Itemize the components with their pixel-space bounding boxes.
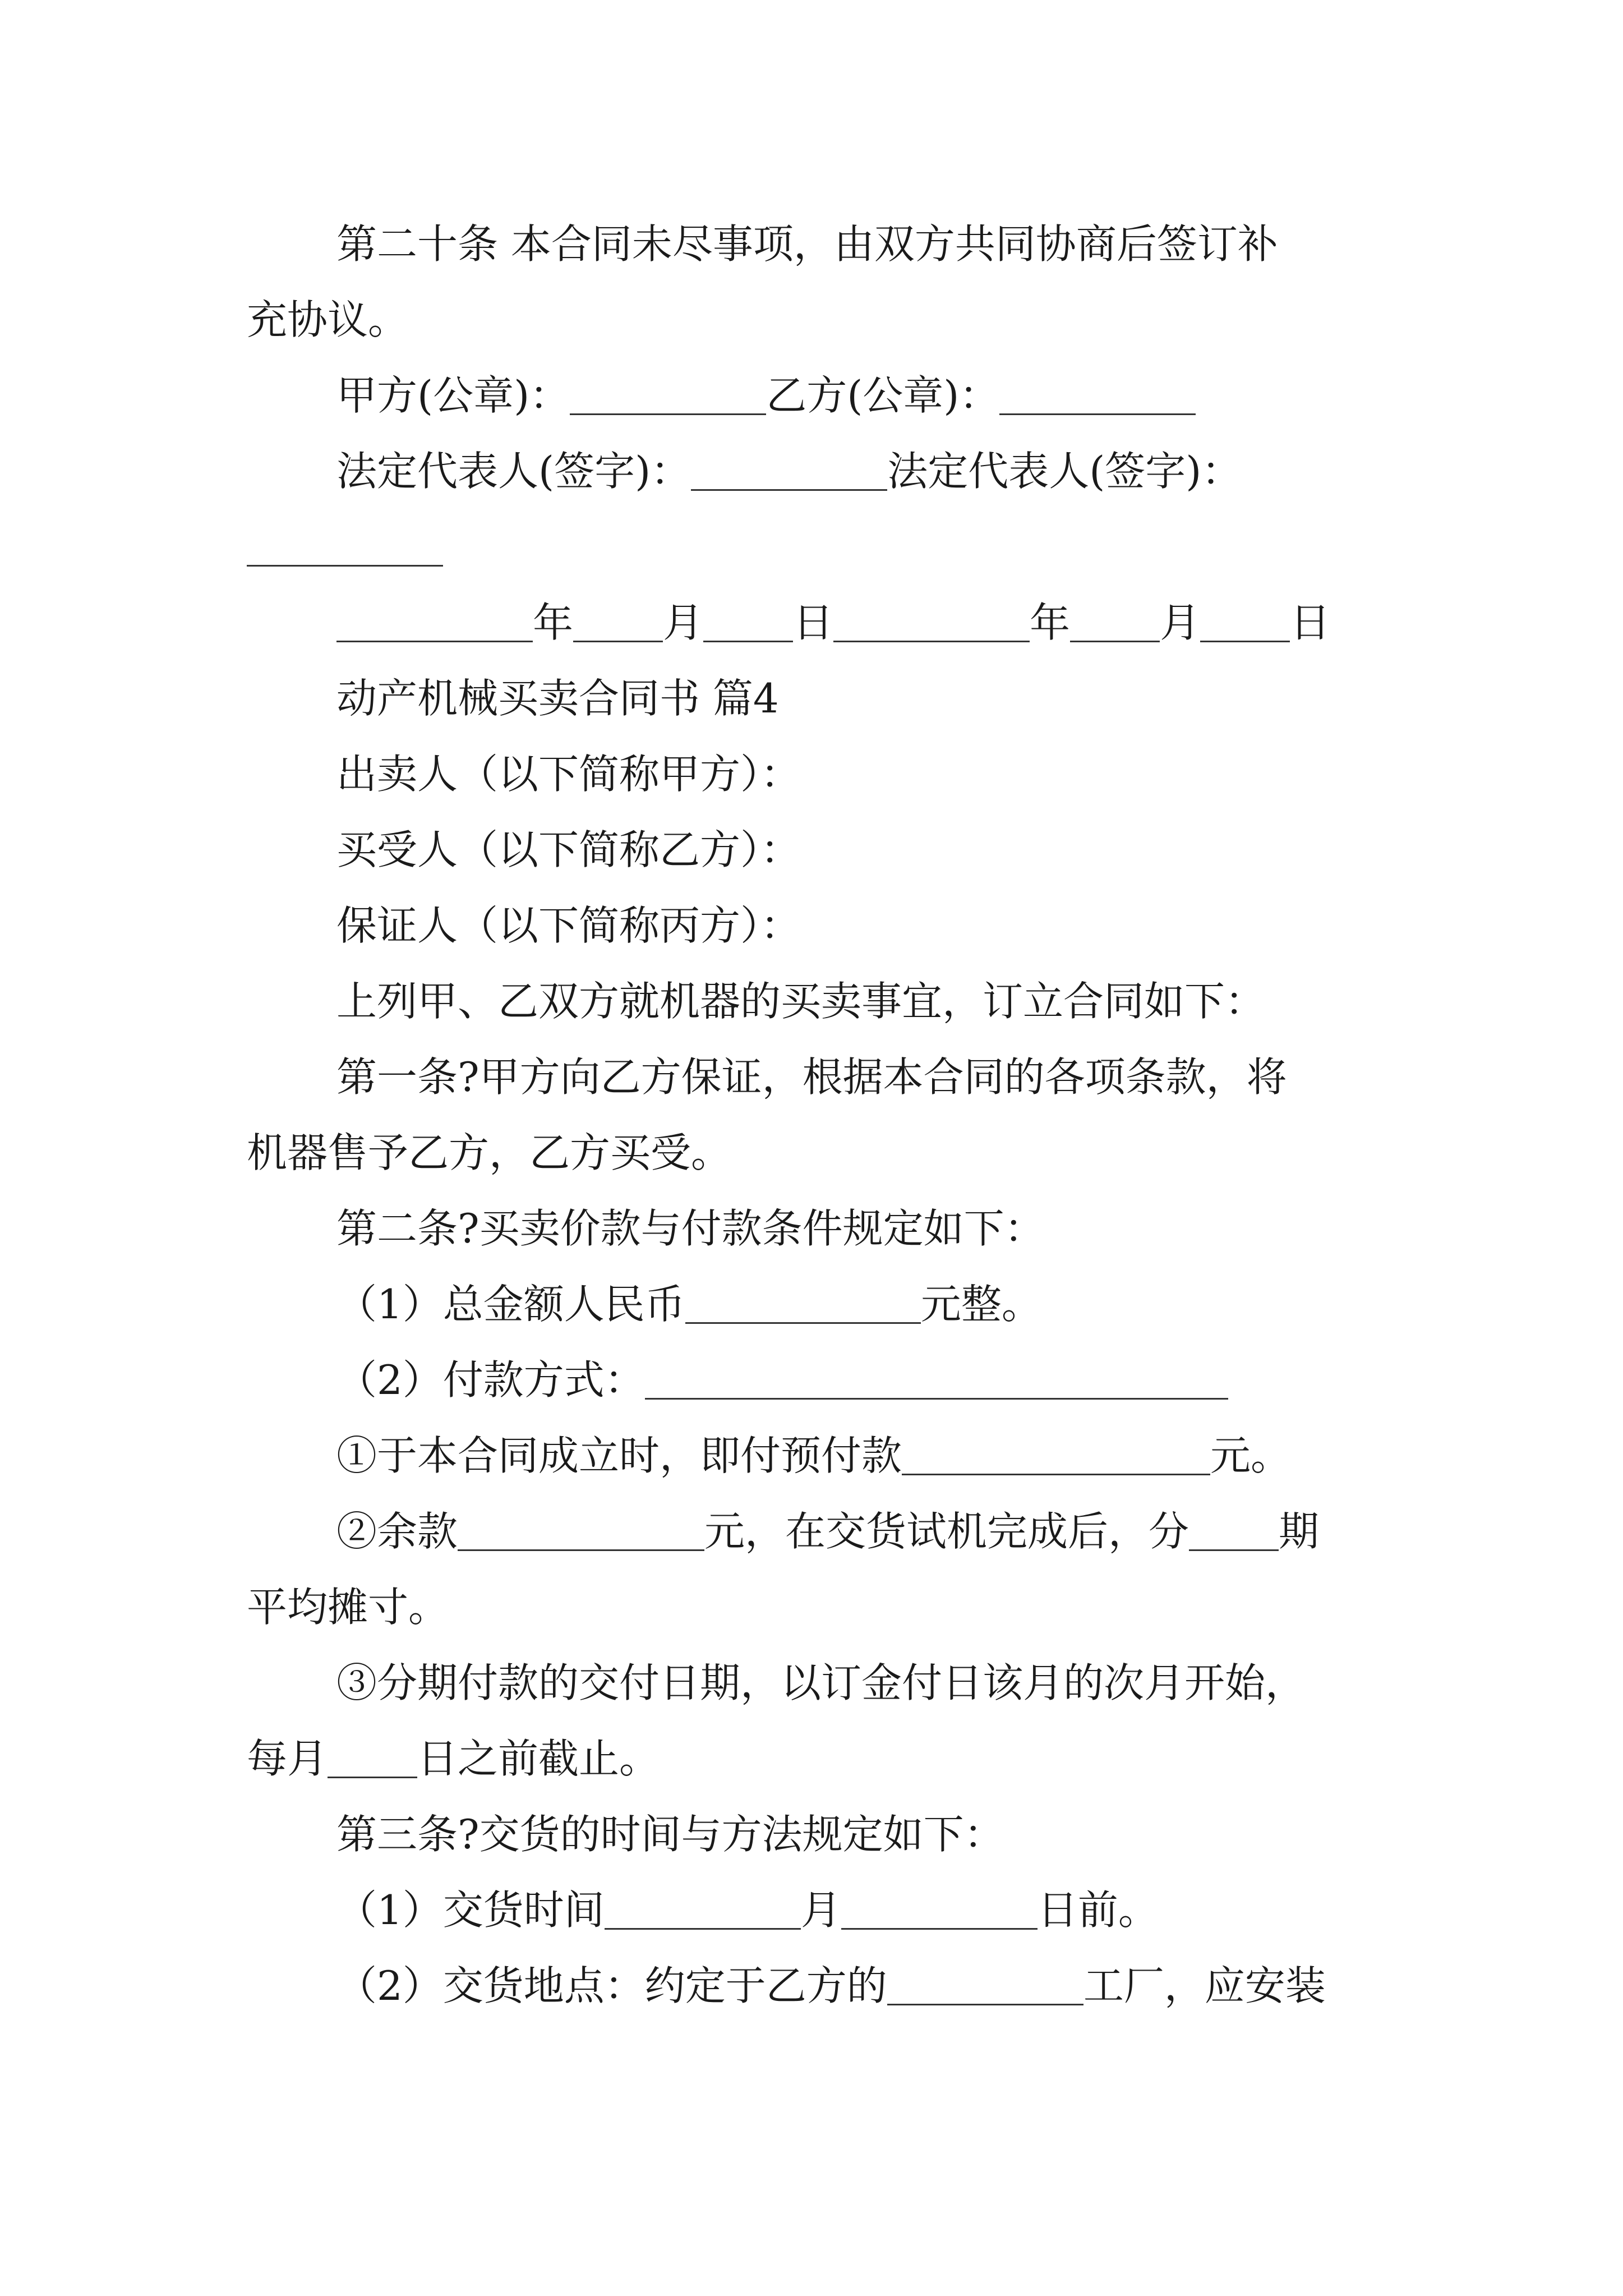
factory-name-blank — [887, 1967, 1083, 2005]
payment-sub-2-cont: 平均摊寸。 — [247, 1584, 449, 1631]
delivery-day-blank — [841, 1891, 1038, 1930]
buyer-line: 买受人（以下简称乙方）： — [336, 826, 801, 873]
day-label-b: 日 — [1290, 599, 1331, 646]
article-2: 第二条?买卖价款与付款条件规定如下： — [336, 1205, 1045, 1252]
delivery-day-label: 日前。 — [1037, 1887, 1159, 1934]
article-3-item-2 — [336, 1958, 1326, 2014]
article-2-item-1 — [336, 1276, 1042, 1332]
party-b-rep-label: 法定代表人(签字)： — [887, 448, 1242, 495]
payment-sub-2 — [336, 1503, 1319, 1559]
payment-method-blank — [645, 1361, 1228, 1400]
article-3: 第三条?交货的时间与方法规定如下： — [336, 1811, 1004, 1858]
prepayment-blank — [902, 1437, 1210, 1475]
party-b-day-blank — [1200, 604, 1290, 642]
delivery-place-label: （2）交货地点：约定于乙方的 — [336, 1962, 887, 2009]
party-b-seal-blank — [999, 376, 1196, 415]
total-amount-label: （1）总金额人民币 — [336, 1281, 685, 1328]
delivery-place-text: 工厂，应安装 — [1083, 1962, 1326, 2009]
monthly-label: 每月 — [247, 1735, 328, 1782]
article-1-cont: 机器售予乙方，乙方买受。 — [247, 1129, 732, 1176]
day-label-a: 日 — [793, 599, 834, 646]
paragraph-article-20: 第二十条 本合同未尽事项，由双方共同协商后签订补 — [336, 220, 1278, 268]
payment-sub-3: ③分期付款的交付日期，以订金付日该月的次月开始， — [336, 1659, 1306, 1706]
party-a-day-blank — [703, 604, 793, 642]
party-b-rep-blank — [247, 528, 443, 567]
total-amount-unit: 元整。 — [920, 1281, 1042, 1328]
party-a-seal-blank — [570, 376, 766, 415]
article-3-item-1 — [336, 1882, 1159, 1938]
article-1: 第一条?甲方向乙方保证，根据本合同的各项条款，将 — [336, 1053, 1287, 1101]
total-amount-blank — [685, 1285, 921, 1324]
monthly-day-blank — [328, 1740, 417, 1778]
delivery-time-label: （1）交货时间 — [336, 1887, 605, 1934]
party-b-year-blank — [833, 604, 1030, 642]
date-line — [336, 595, 1330, 651]
year-label-b: 年 — [1030, 599, 1071, 646]
balance-blank — [458, 1512, 704, 1551]
guarantor-line: 保证人（以下简称丙方）： — [336, 902, 801, 949]
month-label-b: 月 — [1160, 599, 1201, 646]
party-a-rep-blank — [691, 452, 887, 491]
paragraph-article-20-cont: 充协议。 — [247, 296, 409, 343]
signature-line-seals — [336, 367, 1196, 424]
delivery-month-label: 月 — [800, 1887, 841, 1934]
monthly-deadline-text: 日之前截止。 — [417, 1735, 660, 1782]
installment-unit: 期 — [1279, 1508, 1320, 1555]
intro-paragraph: 上列甲、乙双方就机器的买卖事宜，订立合同如下： — [336, 978, 1266, 1025]
month-label-a: 月 — [663, 599, 704, 646]
balance-label: ②余款 — [336, 1508, 458, 1555]
seller-line: 出卖人（以下简称甲方）： — [336, 751, 801, 798]
party-a-month-blank — [573, 604, 663, 642]
balance-text: 元，在交货试机完成后，分 — [704, 1508, 1189, 1555]
party-a-seal-label: 甲方(公章)： — [336, 372, 570, 419]
installment-count-blank — [1189, 1512, 1279, 1551]
payment-method-label: （2）付款方式： — [336, 1356, 645, 1404]
party-b-seal-label: 乙方(公章)： — [766, 372, 1000, 419]
party-b-rep-blank-line — [247, 519, 443, 575]
year-label-a: 年 — [533, 599, 574, 646]
article-2-item-2 — [336, 1352, 1228, 1408]
party-b-month-blank — [1070, 604, 1160, 642]
payment-sub-1 — [336, 1428, 1291, 1484]
signature-line-representatives — [336, 443, 1242, 499]
section-heading: 动产机械买卖合同书 篇4 — [336, 675, 779, 722]
payment-sub-3-cont — [247, 1731, 660, 1787]
prepayment-unit: 元。 — [1210, 1432, 1292, 1479]
party-a-rep-label: 法定代表人(签字)： — [336, 448, 691, 495]
party-a-year-blank — [336, 604, 533, 642]
delivery-month-blank — [605, 1891, 801, 1930]
prepayment-label: ①于本合同成立时，即付预付款 — [336, 1432, 902, 1479]
